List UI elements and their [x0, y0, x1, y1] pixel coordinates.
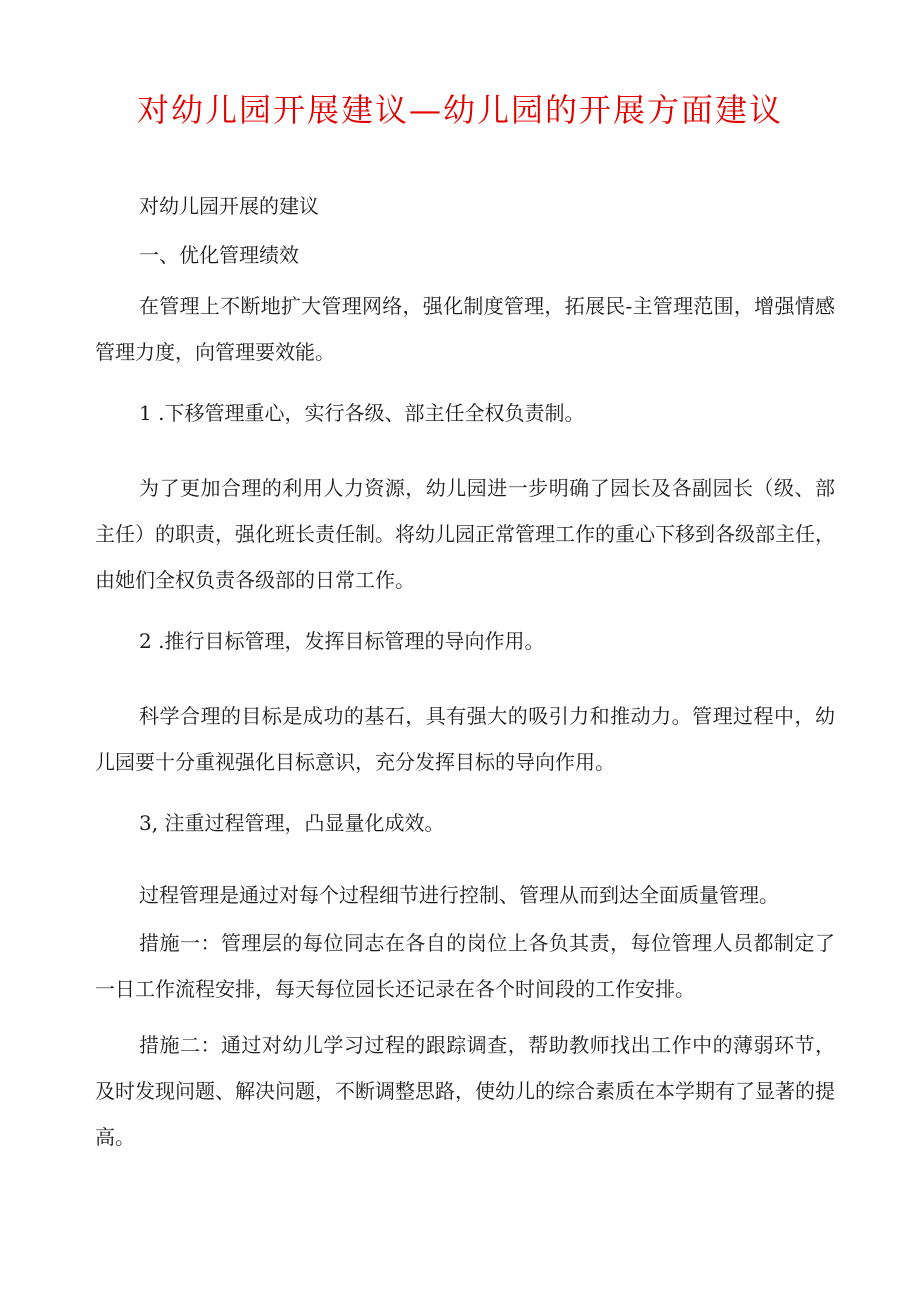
paragraph-measure-1: 措施一：管理层的每位同志在各自的岗位上各负其责，每位管理人员都制定了一日工作流程安排，每天每位园长还记录在各个时间段的工作安排。 — [95, 931, 835, 1001]
paragraph-measure-2: 措施二：通过对幼儿学习过程的跟踪调查，帮助教师找出工作中的薄弱环节，及时发现问题、解决问题，不断调整思路，使幼儿的综合素质在本学期有了显著的提高。 — [95, 1033, 835, 1149]
paragraph: 为了更加合理的利用人力资源，幼儿园进一步明确了园长及各副园长（级、部主任）的职责，强化班长责任制。将幼儿园正常管理工作的重心下移到各级部主任，由她们全权负责各级部的日常工作。 — [95, 476, 835, 592]
paragraph: 过程管理是通过对每个过程细节进行控制、管理从而到达全面质量管理。 — [139, 883, 779, 907]
paragraph: 在管理上不断地扩大管理网络，强化制度管理，拓展民-主管理范围，增强情感管理力度，向管理要效能。 — [95, 294, 835, 364]
item-heading-1: 1 .下移管理重心，实行各级、部主任全权负责制。 — [139, 401, 585, 425]
section-heading-1: 一、优化管理绩效 — [139, 243, 299, 267]
item-heading-3: 3, 注重过程管理，凸显量化成效。 — [139, 811, 445, 835]
item-heading-2: 2 .推行目标管理，发挥目标管理的导向作用。 — [139, 629, 545, 653]
document-title: 对幼儿园开展建议—幼儿园的开展方面建议 — [136, 91, 783, 129]
paragraph: 科学合理的目标是成功的基石，具有强大的吸引力和推动力。管理过程中，幼儿园要十分重视强化目标意识，充分发挥目标的导向作用。 — [95, 704, 835, 774]
paragraph-subtitle: 对幼儿园开展的建议 — [139, 194, 319, 218]
